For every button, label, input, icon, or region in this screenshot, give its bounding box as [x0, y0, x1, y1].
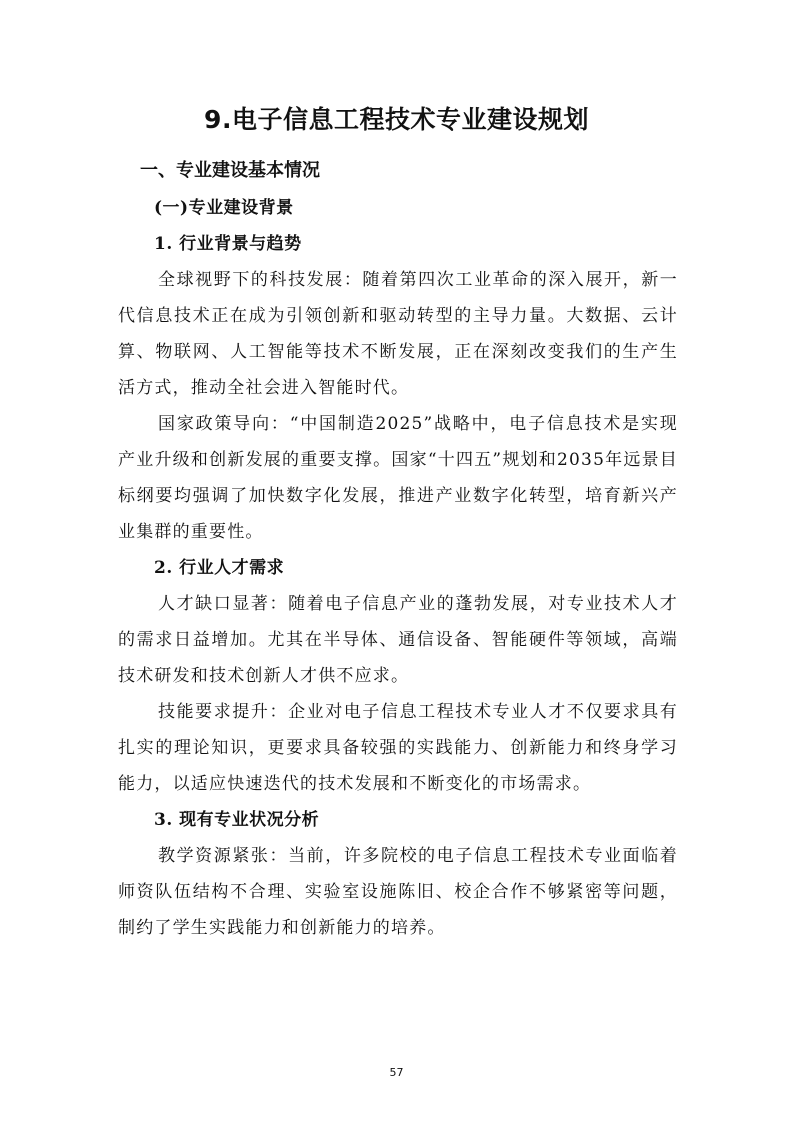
item-talent-demand [118, 550, 678, 802]
paragraph: 全球视野下的科技发展：随着第四次工业革命的深入展开，新一代信息技术正在成为引领创新和驱动转型的主导力量。大数据、云计算、物联网、人工智能等技术不断发展，正在深刻改变我们的生产生活方式，推动全社会进入智能时代。 [118, 270, 678, 398]
item-heading: 3. 现有专业状况分析 [154, 810, 320, 830]
item-current-status [118, 802, 678, 946]
item-heading: 2. 行业人才需求 [154, 558, 285, 578]
document-title: 9.电子信息工程技术专业建设规划 [204, 105, 589, 134]
document-body [118, 152, 678, 946]
subsection-heading: (一)专业建设背景 [154, 198, 294, 218]
item-heading: 1. 行业背景与趋势 [154, 234, 302, 254]
paragraph: 技能要求提升：企业对电子信息工程技术专业人才不仅要求具有扎实的理论知识，更要求具备较强的实践能力、创新能力和终身学习能力，以适应快速迭代的技术发展和不断变化的市场需求。 [118, 702, 678, 794]
paragraph: 国家政策导向：“中国制造2025”战略中，电子信息技术是实现产业升级和创新发展的重要支撑。国家“十四五”规划和2035年远景目标纲要均强调了加快数字化发展，推进产业数字化转型，培育新兴产业集群的重要性。 [118, 414, 678, 542]
paragraph: 人才缺口显著：随着电子信息产业的蓬勃发展，对专业技术人才的需求日益增加。尤其在半导体、通信设备、智能硬件等领域，高端技术研发和技术创新人才供不应求。 [118, 594, 678, 686]
page-number: 57 [389, 1066, 404, 1079]
item-industry-background [118, 226, 678, 550]
section-heading: 一、专业建设基本情况 [140, 160, 320, 181]
paragraph: 教学资源紧张：当前，许多院校的电子信息工程技术专业面临着师资队伍结构不合理、实验室设施陈旧、校企合作不够紧密等问题，制约了学生实践能力和创新能力的培养。 [118, 846, 678, 938]
